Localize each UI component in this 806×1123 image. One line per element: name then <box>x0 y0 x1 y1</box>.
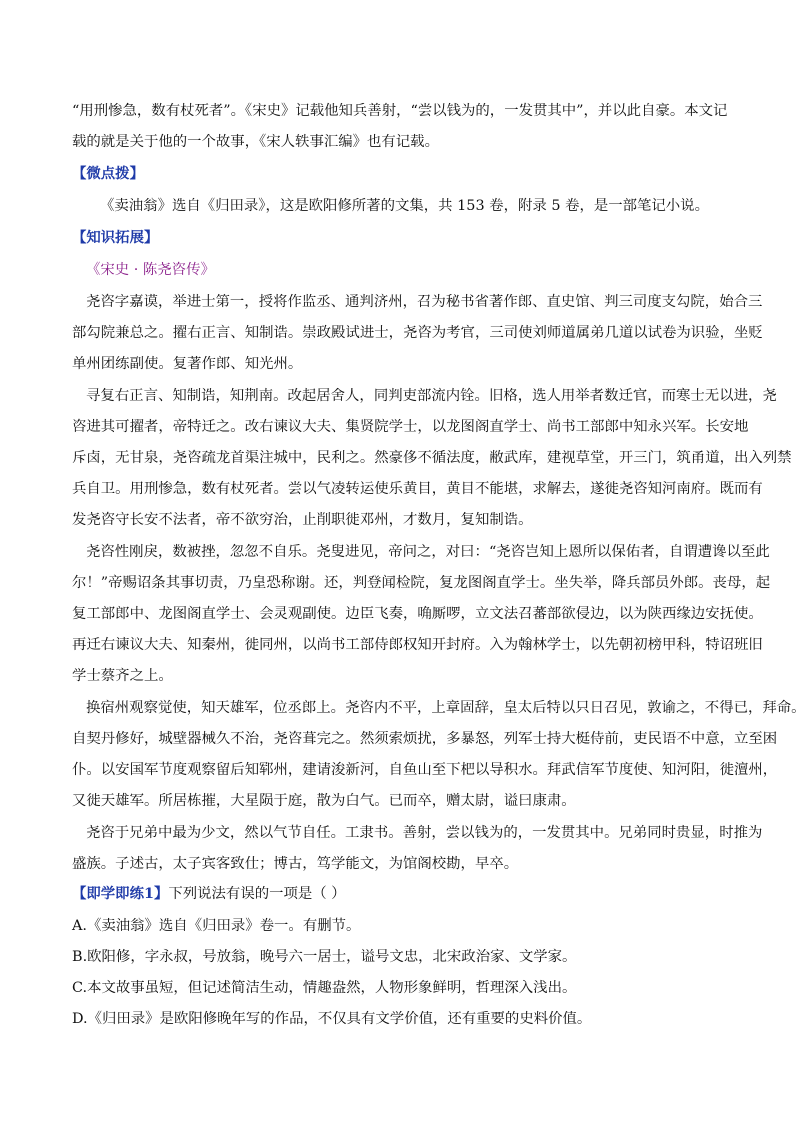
paragraph-line: 自契丹修好，城壁器械久不治，尧咨葺完之。然须索烦扰，多暴怒，列军士持大梃侍前，吏民语不中意，立至困 <box>72 731 778 747</box>
paragraph-line: 学士蔡齐之上。 <box>72 668 173 684</box>
paragraph-line: 又徙天雄军。所居栋摧，大星陨于庭，散为白气。已而卒，赠太尉，谥曰康肃。 <box>72 793 576 809</box>
option-a: A.《卖油翁》选自《归田录》卷一。有删节。 <box>72 918 361 934</box>
weidianbo-text: 《卖油翁》选自《归田录》，这是欧阳修所著的文集，共 153 卷，附录 5 卷，是一部笔记小说。 <box>100 198 709 214</box>
source-title: 《宋史 · 陈尧咨传》 <box>86 262 215 278</box>
exercise-line <box>72 884 724 904</box>
paragraph-line: 部勾院兼总之。擢右正言、知制诰。崇政殿试进士，尧咨为考官，三司使刘师道属弟几道以试卷为识验，坐贬 <box>72 325 763 341</box>
paragraph-line: 换宿州观察觉使，知天雄军，位丞郎上。尧咨内不平，上章固辞，皇太后特以只日召见，敦谕之，不得已，拜命。 <box>86 700 806 716</box>
option-c: C.本文故事虽短，但记述简洁生动，情趣盎然，人物形象鲜明，哲理深入浅出。 <box>72 980 577 996</box>
paragraph-line: 尧咨性刚戾，数被挫，忽忽不自乐。尧叟进见，帝问之，对曰：“尧咨岂知上恩所以保佑者，自谓遭谗以至此 <box>86 544 770 560</box>
intro-line-1: “用刑惨急，数有杖死者”。《宋史》记载他知兵善射，“尝以钱为的，一发贯其中”，并以此自豪。本文记 <box>72 103 728 119</box>
paragraph-line: 咨进其可擢者，帝特迁之。改右谏议大夫、集贤院学士，以龙图阁直学士、尚书工部郎中知永兴军。长安地 <box>72 419 749 435</box>
paragraph-line: 斥卤，无甘泉，尧咨疏龙首渠注城中，民利之。然豪侈不循法度，敝武库，建视草堂，开三门，筑甬道，出入列禁 <box>72 450 792 466</box>
option-d: D.《归田录》是欧阳修晚年写的作品，不仅具有文学价值，还有重要的史料价值。 <box>72 1011 592 1027</box>
exercise-heading: 【即学即练1】 <box>72 885 169 902</box>
paragraph-line: 仆。以安国军节度观察留后知郓州，建请浚新河，自鱼山至下杷以导积水。拜武信军节度使、知河阳，徙澶州， <box>72 762 778 778</box>
paragraph-line: 尔！”帝赐诏条其事切责，乃皇恐称谢。还，判登闻检院，复龙图阁直学士。坐失举，降兵部员外郎。丧母，起 <box>72 575 771 591</box>
weidianbo-heading: 【微点拨】 <box>72 165 144 182</box>
paragraph-line: 尧咨字嘉谟，举进士第一，授将作监丞、通判济州，召为秘书省著作郎、直史馆、判三司度支勾院，始合三 <box>86 294 763 310</box>
paragraph-line: 发尧咨守长安不法者，帝不欲穷治，止削职徙邓州，才数月，复知制诰。 <box>72 512 533 528</box>
zhishi-heading: 【知识拓展】 <box>72 229 159 246</box>
paragraph-line: 复工部郎中、龙图阁直学士、会灵观副使。边臣飞奏，唃厮啰，立文法召蕃部欲侵边，以为陕西缘边安抚使。 <box>72 606 763 622</box>
paragraph-line: 单州团练副使。复著作郎、知光州。 <box>72 356 303 372</box>
intro-line-2: 载的就是关于他的一个故事，《宋人轶事汇编》也有记载。 <box>72 134 439 150</box>
paragraph-line: 尧咨于兄弟中最为少文，然以气节自任。工隶书。善射，尝以钱为的，一发贯其中。兄弟同时贵显，时推为 <box>86 825 763 841</box>
paragraph-line: 寻复右正言、知制诰，知荆南。改起居舍人，同判吏部流内铨。旧格，选人用举者数迁官，而寒士无以进，尧 <box>86 388 777 404</box>
paragraph-line: 兵自卫。用刑惨急，数有杖死者。尝以气凌转运使乐黄目，黄目不能堪，求解去，遂徙尧咨知河南府。既而有 <box>72 481 763 497</box>
paragraph-line: 盛族。子述古，太子宾客致仕；博古，笃学能文，为馆阁校勘，早卒。 <box>72 856 519 872</box>
paragraph-line: 再迁右谏议大夫、知秦州，徙同州，以尚书工部侍郎权知开封府。入为翰林学士，以先朝初榜甲科，特诏班旧 <box>72 637 763 653</box>
option-b: B.欧阳修，字永叔，号放翁，晚号六一居士，谥号文忠，北宋政治家、文学家。 <box>72 949 577 965</box>
exercise-question: 下列说法有误的一项是（ ） <box>168 886 346 902</box>
